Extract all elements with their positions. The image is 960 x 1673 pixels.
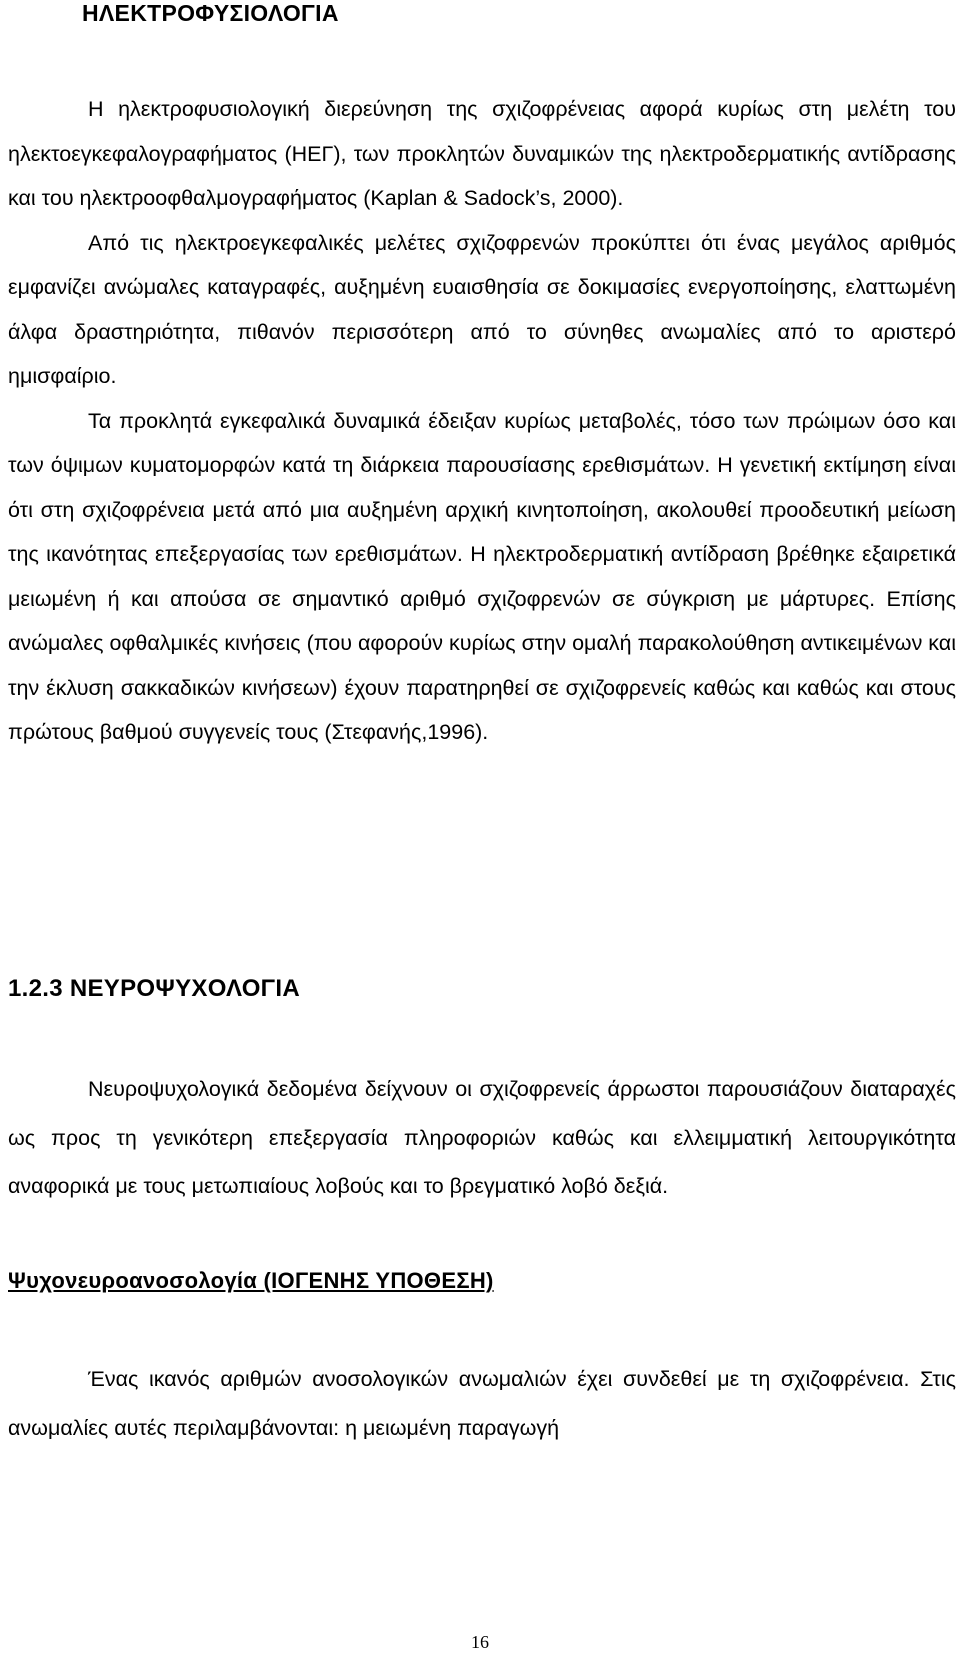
heading-electrophysiology: ΗΛΕΚΤΡΟΦΥΣΙΟΛΟΓΙΑ [82,0,339,26]
heading-psychoneuroimmunology: Ψυχονευροανοσολογία (ΙΟΓΕΝΗΣ ΥΠΟΘΕΣΗ) [8,1268,494,1293]
paragraph: Η ηλεκτροφυσιολογική διερεύνηση της σχιζοφρένειας αφορά κυρίως στη μελέτη του ηλεκτοεγκεφαλογραφήματος (ΗΕΓ), των προκλητών δυναμικών της ηλεκτροδερματικής αντίδρασης και του ηλεκτροοφθαλμογραφήματος (Kaplan & Sadock’s, 2000). [8,97,956,210]
paragraph: Νευροψυχολογικά δεδομένα δείχνουν οι σχιζοφρενείς άρρωστοι παρουσιάζουν διαταραχές ως προς τη γενικότερη επεξεργασία πληροφοριών καθώς και ελλειμματική λειτουργικότητα αναφορικά με τους μετωπιαίους λοβούς και το βρεγματικό λοβό δεξιά. [8,1077,956,1198]
page-number: 16 [471,1632,489,1652]
section-neuropsychology-body [8,1065,956,1211]
section-electrophysiology-body [8,87,956,755]
heading-neuropsychology: 1.2.3 ΝΕΥΡΟΨΥΧΟΛΟΓΙΑ [8,975,300,1002]
paragraph: Ένας ικανός αριθμών ανοσολογικών ανωμαλιών έχει συνδεθεί με τη σχιζοφρένεια. Στις ανωμαλίες αυτές περιλαμβάνονται: η μειωμένη παραγωγή [8,1367,956,1440]
paragraph: Τα προκλητά εγκεφαλικά δυναμικά έδειξαν κυρίως μεταβολές, τόσο των πρώιμων όσο και των όψιμων κυματομορφών κατά τη διάρκεια παρουσίασης ερεθισμάτων. Η γενετική εκτίμηση είναι ότι στη σχιζοφρένεια μετά από μια αυξημένη αρχική κινητοποίηση, ακολουθεί προοδευτική μείωση της ικανότητας επεξεργασίας των ερεθισμάτων. Η ηλεκτροδερματική αντίδραση βρέθηκε εξαιρετικά μειωμένη ή και απούσα σε σημαντικό αριθμό σχιζοφρενών σε σύγκριση με μάρτυρες. Επίσης ανώμαλες οφθαλμικές κινήσεις (που αφορούν κυρίως στην ομαλή παρακολούθηση αντικειμένων και την έκλυση σακκαδικών κινήσεων) έχουν παρατηρηθεί σε σχιζοφρενείς καθώς και καθώς και στους πρώτους βαθμού συγγενείς τους (Στεφανής,1996). [8,408,956,744]
paragraph: Από τις ηλεκτροεγκεφαλικές μελέτες σχιζοφρενών προκύπτει ότι ένας μεγάλος αριθμός εμφανίζει ανώμαλες καταγραφές, αυξημένη ευαισθησία σε δοκιμασίες ενεργοποίησης, ελαττωμένη άλφα δραστηριότητα, πιθανόν περισσότερη από το σύνηθες ανωμαλίες από το αριστερό ημισφαίριο. [8,230,956,388]
section-psychoneuroimmunology-body [8,1355,956,1453]
